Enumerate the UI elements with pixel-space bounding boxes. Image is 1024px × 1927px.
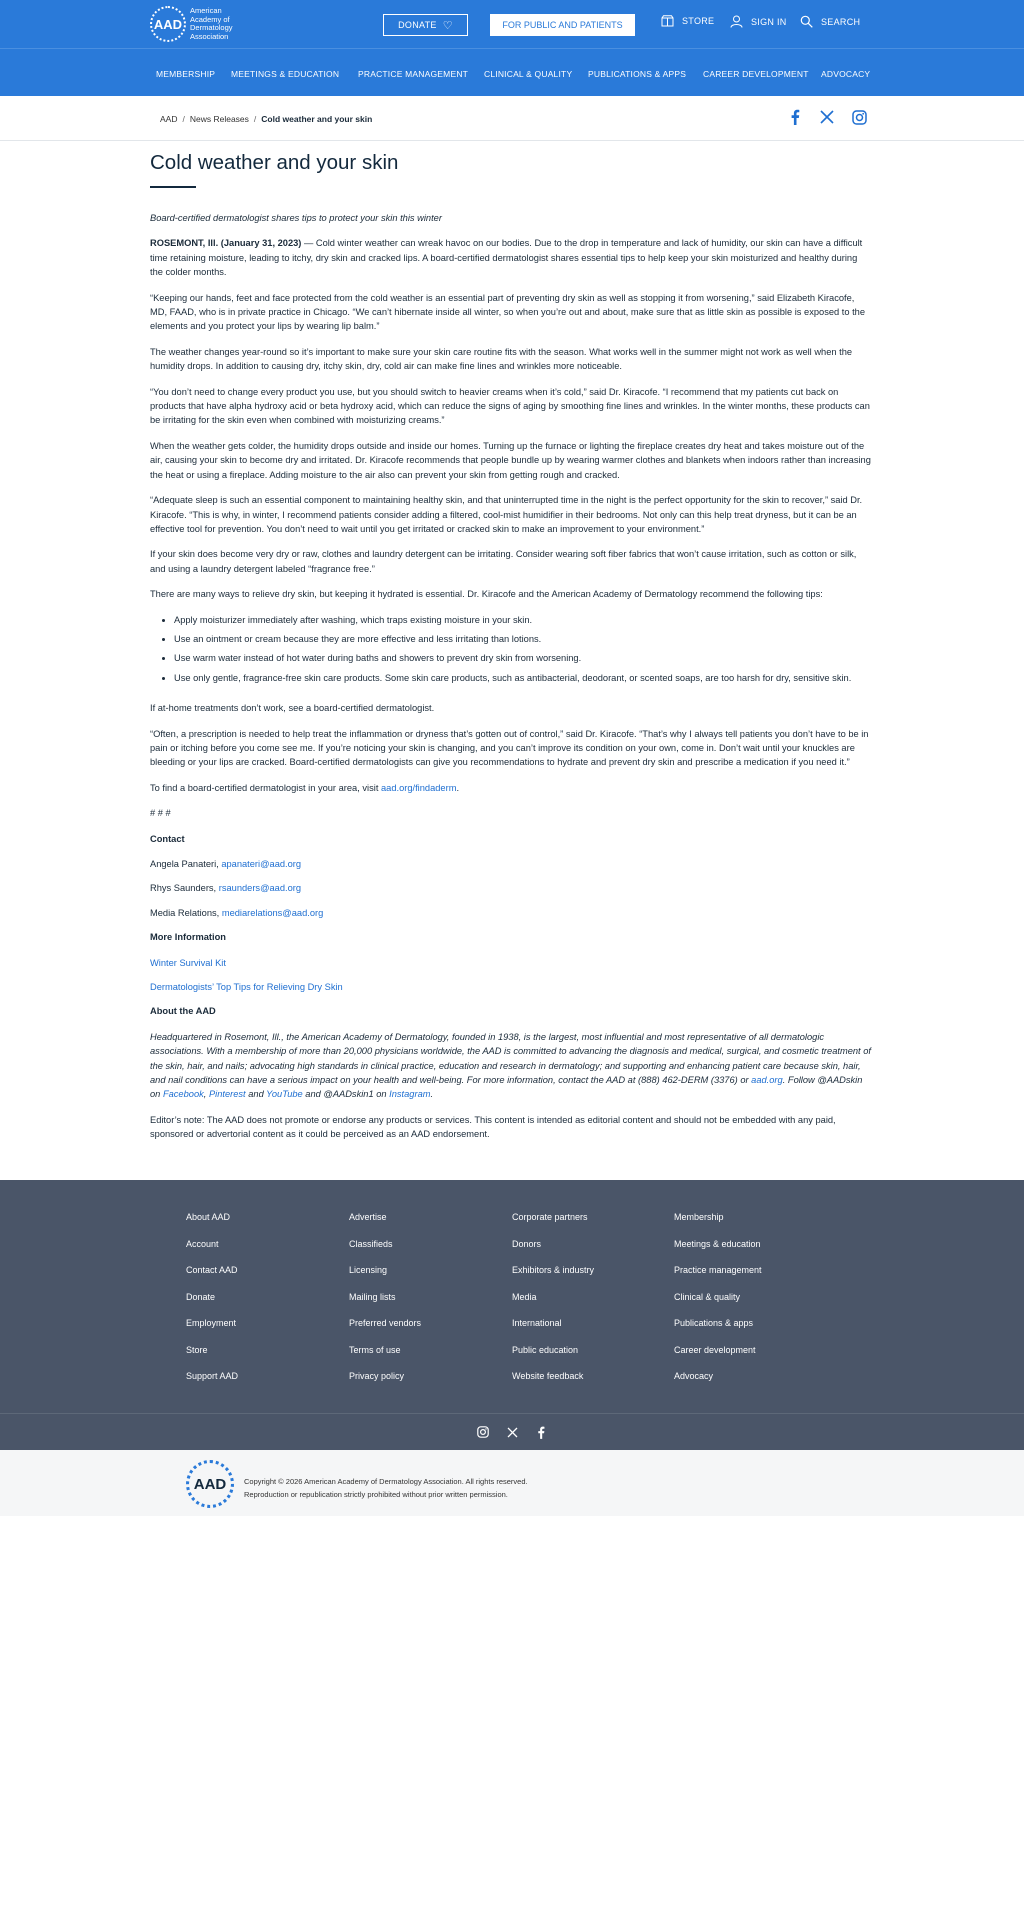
store-link[interactable] xyxy=(661,15,714,27)
breadcrumb-current: Cold weather and your skin xyxy=(261,114,373,124)
article xyxy=(150,150,872,1153)
tips-list xyxy=(174,613,872,686)
tip-item: • Use only gentle, fragrance-free skin care products. Some skin care products, such as antibacterial, deodorant, or scented soaps, are too harsh for dry, sensitive skin. xyxy=(174,671,872,685)
footer-link[interactable]: International xyxy=(512,1318,562,1328)
user-icon xyxy=(730,15,743,28)
footer-link[interactable]: Employment xyxy=(186,1318,237,1328)
aad-logo-mark: AAD xyxy=(150,6,186,42)
tip-item: • Use warm water instead of hot water during baths and showers to prevent dry skin from worsening. xyxy=(174,651,872,665)
title-divider xyxy=(150,186,196,188)
article-paragraph: The weather changes year-round so it’s important to make sure your skin care routine fits with the season. What works well in the summer might not work as well when the humidity drops. In addition to causing dry, itchy skin, dry, cold air can make fine lines and wrinkles more noticeable. xyxy=(150,346,853,372)
footer-link[interactable]: Practice management xyxy=(674,1265,762,1275)
contact-item xyxy=(150,881,872,895)
contact-name: Angela Panateri, xyxy=(150,859,222,869)
footer-link[interactable]: Licensing xyxy=(349,1265,388,1275)
article-paragraph: If at-home treatments don’t work, see a board-certified dermatologist. xyxy=(150,703,435,714)
tip-item: • Use an ointment or cream because they are more effective and less irritating than lotions. xyxy=(174,632,872,646)
about-text: and xyxy=(245,1089,267,1100)
footer-link[interactable]: Advocacy xyxy=(674,1371,714,1381)
winter-survival-kit-link[interactable]: Winter Survival Kit xyxy=(150,957,226,968)
more-info-item xyxy=(150,980,872,994)
find-derm-paragraph xyxy=(150,781,872,795)
contact-name: Rhys Saunders, xyxy=(150,883,219,894)
footer-column xyxy=(186,1204,336,1390)
donate-button[interactable] xyxy=(383,14,468,36)
about-heading: About the AAD xyxy=(150,1006,216,1017)
nav-advocacy[interactable]: ADVOCACY xyxy=(821,69,871,79)
x-icon[interactable] xyxy=(818,108,836,126)
contact-name: Media Relations, xyxy=(150,907,222,918)
lead-text: — Cold winter weather can wreak havoc on our bodies. Due to the drop in temperature and lack of humidity, our skin can have a difficult time retaining moisture, leading to itchy, dry skin and cracked lips. A board-certified dermatologist shares essential tips to help keep your skin moisturized and healthy during the colder months. xyxy=(150,238,863,278)
footer-link[interactable]: Terms of use xyxy=(349,1344,401,1355)
facebook-icon[interactable] xyxy=(786,108,804,126)
contact-email[interactable]: mediarelations@aad.org xyxy=(221,907,324,918)
footer-link[interactable]: Support AAD xyxy=(186,1371,239,1381)
breadcrumb-news-releases[interactable]: News Releases xyxy=(189,114,249,124)
instagram-icon[interactable] xyxy=(850,108,868,126)
more-info-item xyxy=(150,956,872,970)
contact-heading: Contact xyxy=(150,833,185,844)
breadcrumb-bar xyxy=(0,96,1024,141)
youtube-link[interactable]: YouTube xyxy=(266,1089,303,1100)
top-bar xyxy=(0,0,1024,48)
search-label: SEARCH xyxy=(821,16,861,27)
instagram-icon[interactable] xyxy=(476,1425,490,1439)
main-nav xyxy=(0,48,1024,96)
nav-membership[interactable]: MEMBERSHIP xyxy=(156,69,216,79)
footer-link[interactable]: Public education xyxy=(512,1344,579,1355)
aad-org-link[interactable]: aad.org xyxy=(751,1075,783,1086)
nav-meetings-education[interactable]: MEETINGS & EDUCATION xyxy=(231,69,340,79)
nav-practice-management[interactable]: PRACTICE MANAGEMENT xyxy=(358,69,469,79)
footer-column xyxy=(512,1204,662,1390)
footer-link[interactable]: Privacy policy xyxy=(349,1371,405,1381)
footer-column xyxy=(674,1204,824,1390)
store-icon xyxy=(661,15,674,27)
article-paragraph: When the weather gets colder, the humidity drops outside and inside our homes. Turning up the furnace or lighting the fireplace creates dry heat and takes moisture out of the air, causing your skin to become dry and irritated. Dr. Kiracofe recommends that people bundle up by wearing warmer clothes and blankets when indoors rather than increasing the heat or using a fireplace. Adding moisture to the air also can prevent your skin from getting rough and cracked. xyxy=(150,440,871,480)
footer-link[interactable]: Mailing lists xyxy=(349,1291,396,1302)
footer-link[interactable]: Website feedback xyxy=(512,1371,584,1381)
heart-icon: ♡ xyxy=(442,19,453,32)
footer-link[interactable]: Career development xyxy=(674,1344,756,1355)
copyright-bar xyxy=(0,1450,1024,1516)
editor-note: Editor’s note: The AAD does not promote or endorse any products or services. This content is intended as editorial content and should not be embedded with any paid, sponsored or advertorial content as it could be perceived as an AAD endorsement. xyxy=(150,1114,836,1140)
donate-label: DONATE xyxy=(398,20,437,30)
footer-link[interactable]: Classifieds xyxy=(349,1238,393,1249)
article-paragraph: “You don’t need to change every product you use, but you should switch to heavier creams when it’s cold,” said Dr. Kiracofe. “I recommend that my patients cut back on products that have alpha hydroxy acid or beta hydroxy acid, which can reduce the signs of aging by smoothing fine lines and wrinkles. In the winter months, these products can be irritating for the skin even when combined with moisturizing creams.” xyxy=(150,386,870,426)
x-icon[interactable] xyxy=(505,1425,519,1439)
contact-item xyxy=(150,906,872,920)
aad-logo-text: American Academy of Dermatology Association xyxy=(190,6,233,41)
footer-link[interactable]: Account xyxy=(186,1238,219,1249)
article-paragraph: There are many ways to relieve dry skin, but keeping it hydrated is essential. Dr. Kiracofe and the American Academy of Dermatology recommend the following tips: xyxy=(150,589,823,600)
about-text: . Follow @AADskin on xyxy=(150,1075,863,1100)
page-title: Cold weather and your skin xyxy=(150,151,399,174)
footer-link[interactable]: Contact AAD xyxy=(186,1265,238,1275)
find-derm-text: To find a board-certified dermatologist in your area, visit xyxy=(150,782,381,793)
aad-logo[interactable] xyxy=(150,6,250,42)
breadcrumb xyxy=(160,114,372,124)
footer-link[interactable]: Publications & apps xyxy=(674,1318,754,1328)
contact-item xyxy=(150,857,872,871)
breadcrumb-separator: / xyxy=(253,114,257,124)
article-paragraph: “Often, a prescription is needed to help treat the inflammation or dryness that’s gotten out of control,” said Dr. Kiracofe. “That’s why I always tell patients you don’t have to be in pain or itching before you come see me. If you’re noticing your skin is changing, and you can’t improve its condition on your own, come in. Don’t wait until your knuckles are bleeding or your lips are cracked. Board-certified dermatologists can give you recommendations to hydrate and prevent dry skin and prescribe a medication if you need it.” xyxy=(150,728,869,768)
footer-column xyxy=(349,1204,499,1390)
sign-in-link[interactable] xyxy=(730,15,787,28)
article-paragraph: “Keeping our hands, feet and face protected from the cold weather is an essential part of preventing dry skin as well as stopping it from worsening,” said Elizabeth Kiracofe, MD, FAAD, who is in private practice in Chicago. “We can’t hibernate inside all winter, so when you’re out and about, make sure that as little skin as possible is exposed to the elements and you protect your lips by wearing lip balm.” xyxy=(150,292,866,332)
find-derm-link[interactable]: aad.org/findaderm xyxy=(380,782,457,793)
footer-link[interactable]: Membership xyxy=(674,1212,724,1222)
article-subtitle: Board-certified dermatologist shares tips to protect your skin this winter xyxy=(150,213,442,223)
footer-link[interactable]: Exhibitors & industry xyxy=(512,1265,595,1275)
search-icon xyxy=(800,15,813,28)
footer-link[interactable]: Preferred vendors xyxy=(349,1318,422,1328)
public-patients-button[interactable]: FOR PUBLIC AND PATIENTS xyxy=(490,14,635,36)
dry-skin-tips-link[interactable]: Dermatologists’ Top Tips for Relieving Dry Skin xyxy=(150,982,343,993)
footer xyxy=(0,1180,1024,1413)
about-paragraph xyxy=(150,1030,872,1102)
end-marks: # # # xyxy=(150,808,171,819)
article-paragraph: “Adequate sleep is such an essential component to maintaining healthy skin, and that uninterrupted time in the night is the perfect opportunity for the skin to recover,” said Dr. Kiracofe. “This is why, in winter, I recommend patients consider adding a filtered, cool-mist humidifier in their bedrooms. Not only can this help treat dryness, but it can be an effective tool for prevention. You don’t need to wait until you get irritated or cracked skin to make an improvement to your environment.” xyxy=(150,495,863,534)
about-text: Headquartered in Rosemont, Ill., the American Academy of Dermatology, founded in 1938, is the largest, most influential and most representative of all dermatologic associations. With a membership of more than 20,000 physicians worldwide, the AAD is committed to advancing the diagnosis and medical, surgical, and cosmetic treatment of the skin, hair, and nails; advocating high standards in clinical practice, education and research in dermatology; and supporting and enhancing patient care because skin, hair, and nail conditions can have a serious impact on your health and well-being. For more information, contact the AAD at (888) 462-DERM (3376) or xyxy=(150,1031,871,1086)
contact-email[interactable]: apanateri@aad.org xyxy=(221,859,302,869)
footer-link[interactable]: Advertise xyxy=(349,1212,387,1222)
about-text: and @AADskin1 on xyxy=(302,1089,390,1100)
breadcrumb-separator: / xyxy=(182,114,185,124)
footer-social-bar xyxy=(0,1413,1024,1450)
facebook-icon[interactable] xyxy=(534,1425,548,1439)
footer-link[interactable]: Corporate partners xyxy=(512,1212,588,1222)
period: . xyxy=(456,782,460,793)
lead-paragraph xyxy=(150,236,872,279)
article-paragraph: If your skin does become very dry or raw, clothes and laundry detergent can be irritating. Consider wearing soft fiber fabrics that won’t cause irritation, such as cotton or silk, and using a laundry detergent labeled “fragrance free.” xyxy=(150,549,857,574)
footer-link[interactable]: About AAD xyxy=(186,1212,231,1222)
copyright-text xyxy=(244,1476,528,1501)
copyright-line: Reproduction or republication strictly prohibited without prior written permission. xyxy=(244,1489,508,1499)
footer-link[interactable]: Clinical & quality xyxy=(674,1291,741,1302)
nav-publications-apps[interactable]: PUBLICATIONS & APPS xyxy=(588,69,687,79)
footer-link[interactable]: Donors xyxy=(512,1238,542,1249)
nav-clinical-quality[interactable]: CLINICAL & QUALITY xyxy=(484,69,573,79)
footer-link[interactable]: Meetings & education xyxy=(674,1238,761,1249)
facebook-link[interactable]: Facebook xyxy=(162,1089,204,1100)
copyright-line: Copyright © 2026 American Academy of Dermatology Association. All rights reserved. xyxy=(244,1477,528,1486)
breadcrumb-aad[interactable]: AAD xyxy=(160,114,178,124)
nav-career-development[interactable]: CAREER DEVELOPMENT xyxy=(703,69,809,79)
footer-link[interactable]: Donate xyxy=(186,1291,216,1302)
about-text: , xyxy=(203,1089,209,1100)
dateline: ROSEMONT, Ill. (January 31, 2023) xyxy=(150,238,302,249)
contact-email[interactable]: rsaunders@aad.org xyxy=(218,883,302,894)
store-label: STORE xyxy=(682,16,715,26)
more-info-heading: More Information xyxy=(150,932,226,943)
aad-footer-logo[interactable]: AAD xyxy=(186,1460,234,1508)
instagram-link[interactable]: Instagram xyxy=(389,1089,431,1100)
footer-link[interactable]: Store xyxy=(186,1344,208,1355)
tip-item: • Apply moisturizer immediately after washing, which traps existing moisture in your skin. xyxy=(174,613,872,627)
pinterest-link[interactable]: Pinterest xyxy=(208,1089,246,1100)
about-text: . xyxy=(430,1089,434,1100)
sign-in-label: SIGN IN xyxy=(751,16,787,27)
footer-link[interactable]: Media xyxy=(512,1291,537,1302)
search-link[interactable] xyxy=(800,15,860,28)
